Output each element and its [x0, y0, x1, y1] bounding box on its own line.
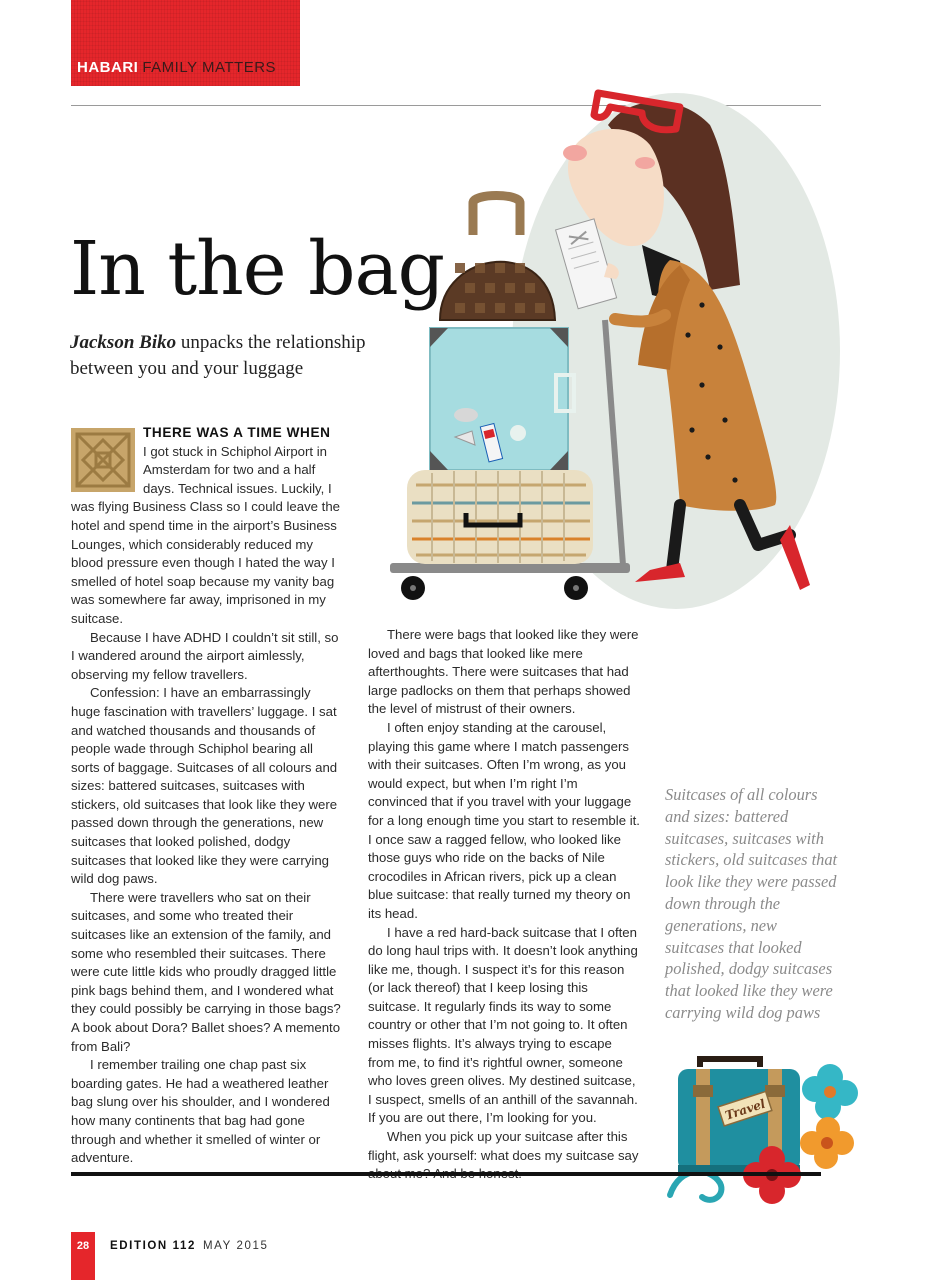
brand-label: HABARI [77, 59, 139, 76]
suitcase-flowers-illustration [660, 1055, 870, 1215]
page-badge [71, 1232, 95, 1280]
page-number: 28 [76, 1240, 90, 1252]
paragraph: When you pick up your suitcase after this flight, ask yourself: what does my suitcase say [368, 1129, 639, 1163]
paragraph: I have a red hard-back suitcase that I often do long haul trips with. It doesn’t look anything like me, though. I suspect it’s for this reason (or lack thereof) that I keep losing this suitcase. It regularly finds its way to some country or other that I’m not going to. It often misses flights. It’s always trying to escape from me, to find it’s rightful owner, someone who loves green olives. My destined suitcase, I suspect, smells of an anthill of the savannah. If you are out there, I’m looking for you. [368, 924, 638, 1126]
paragraph: I often enjoy standing at the carousel, playing this game where I match passengers with their suitcases. Often I’m wrong, as you would expect, but when I’m right I’m convinced that if you travel with your luggage for a long enough time you start to resemble it. I once saw a ragged fellow, who looked like those guys who ride on the backs of Nile crocodiles in African rivers, pick up a clean blue suitcase: that really turned my theory on its head. [368, 719, 640, 921]
paragraph: I got stuck in Schiphol Airport in Amsterdam for two and a half days. Technical issues. Luckily, I was flying Business Class so I could leave the hotel and spend time in the airport’s Business Lounges, which considerably reduced my blood pressure even though I hated the way I smelled of hotel soap because my vanity bag was somewhere far away, imprisoned in my suitcase. [71, 443, 341, 626]
body-column-2 [368, 626, 640, 1184]
footer-rule [71, 1172, 821, 1176]
section-tab [71, 0, 300, 86]
edition-label: EDITION 112 [110, 1240, 196, 1252]
paragraph: Because I have ADHD I couldn’t sit still, so I wandered around the airport aimlessly, observing my fellow travellers. [71, 629, 339, 682]
pull-quote: Suitcases of all colours and sizes: battered suitcases, suitcases with stickers, old suitcases that look like they were passed down through the generations, new suitcases that looked polished, dodgy suitcases that looked like they were carrying wild dog paws [665, 785, 838, 1022]
paragraph: Confession: I have an embarrassingly huge fascination with travellers’ luggage. I sat and watched thousands and thousands of people wade through Schiphol bearing all sorts of baggage. Suitcases of all colours and sizes: battered suitcases, suitcases with stickers, old suitcases that look like they were passed down through the generations, new suitcases that looked polished, dodgy suitcases that looked like they were carrying wild dog paws. [71, 685, 338, 887]
standfirst [70, 330, 410, 382]
section-label [77, 59, 276, 76]
body-column-1 [71, 424, 341, 1168]
paragraph: There were bags that looked like they were loved and bags that looked like mere afterthoughts. There were suitcases that had large padlocks on them that perhaps showed the level of mistrust of their owners. [368, 627, 639, 717]
issue-date: MAY 2015 [203, 1240, 269, 1252]
paragraph: I remember trailing one chap past six boarding gates. He had a weathered leather bag slung over his shoulder, and I wondered how many continents that bag had gone through and whether it smelled of winter or adventure. [71, 1057, 330, 1166]
woman-luggage-illustration [380, 85, 850, 610]
standfirst-text: unpacks the relationship between you and your luggage [70, 332, 366, 379]
paragraph: There were travellers who sat on their suitcases, and some who treated their suitcases like an extension of the family, and some who resembled their suitcases. There were cute little kids who proudly dragged little pink bags behind them, and I wondered what they could possibly be carrying in those bags? A book about Dora? Ballet shoes? A memento from Bali? [71, 889, 341, 1054]
decorative-pattern-icon [71, 428, 135, 492]
section-name: FAMILY MATTERS [142, 59, 277, 76]
lead-in: THERE WAS A TIME WHEN [143, 425, 331, 440]
byline-author: Jackson Biko [70, 332, 177, 353]
headline: In the bag [70, 226, 444, 312]
travel-sticker-label: Travel [723, 1096, 768, 1123]
